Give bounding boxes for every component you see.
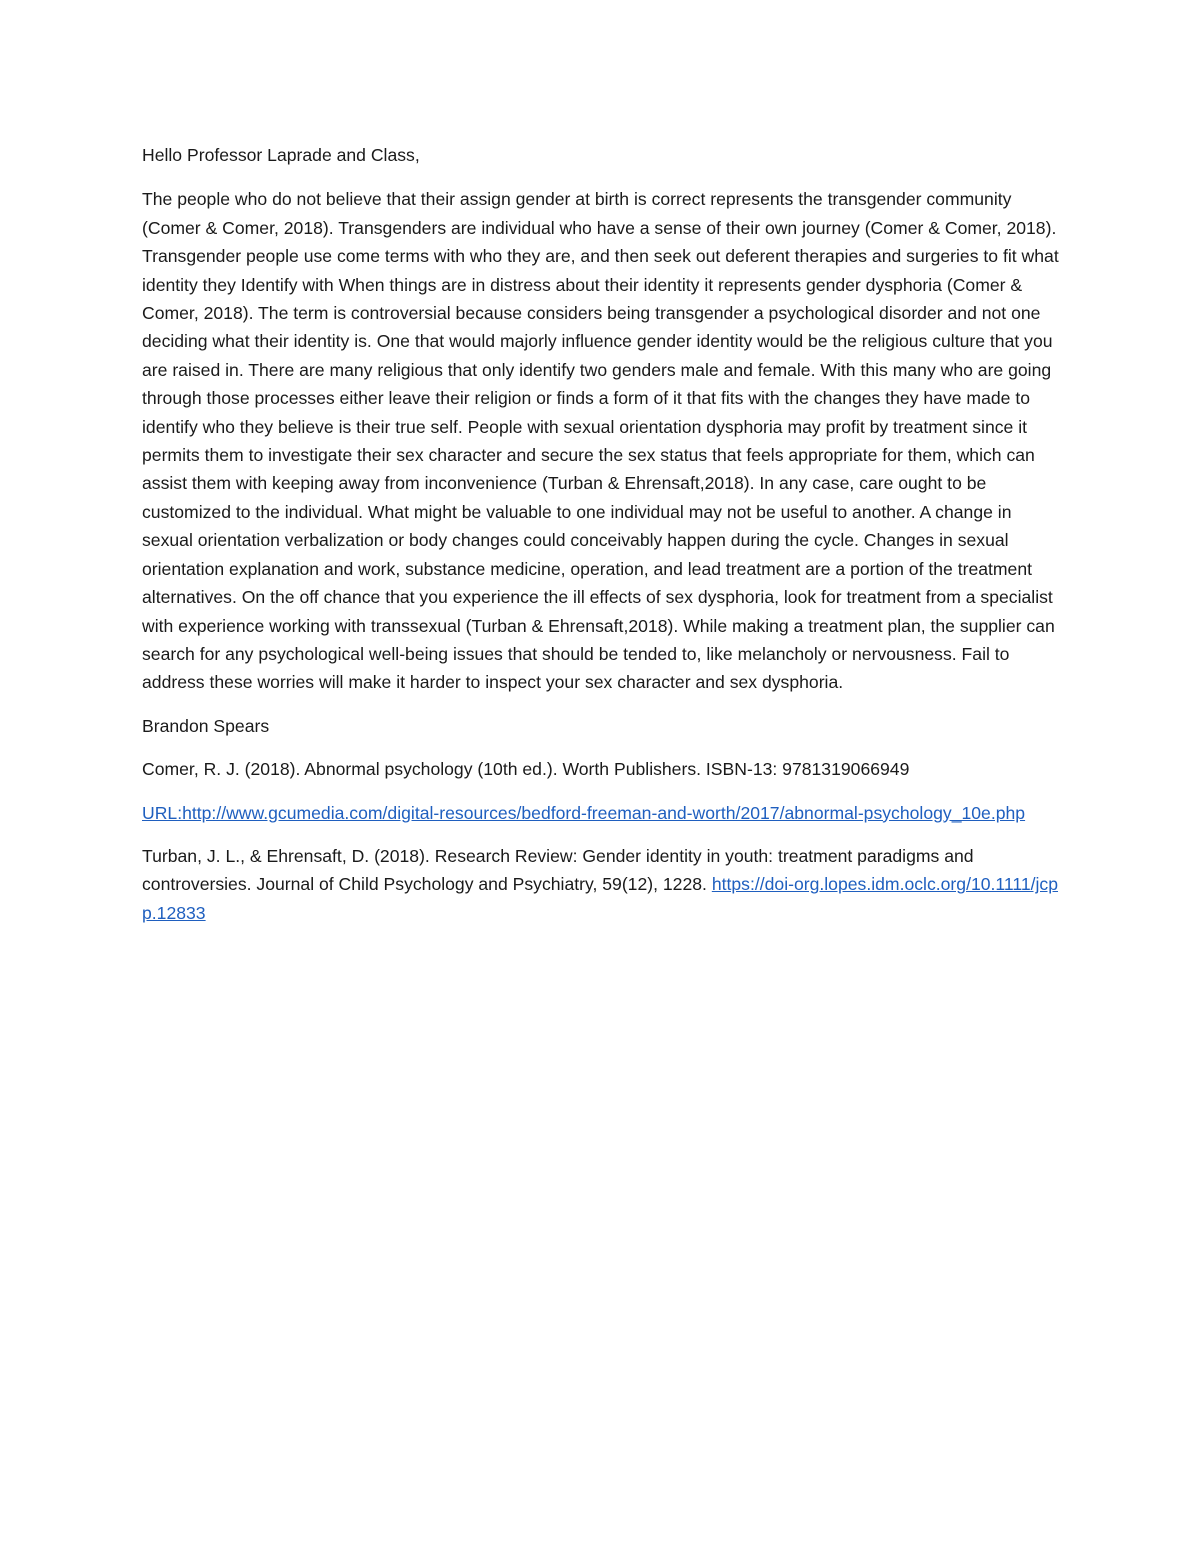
reference-turban-citation: Turban, J. L., & Ehrensaft, D. (2018). Research Review: Gender identity in youth: treatment paradigms and controversies. Journal of Child Psychology and Psychiatry, 59(12), 1228. [142,845,974,895]
reference-url-paragraph [142,799,1062,827]
reference-turban [142,842,1062,927]
reference-doi-link[interactable]: https://doi-org.lopes.idm.oclc.org/10.1111/jcpp.12833 [142,874,1059,923]
reference-comer: Comer, R. J. (2018). Abnormal psychology (10th ed.). Worth Publishers. ISBN-13: 9781319066949 [142,759,910,780]
reference-url-link[interactable]: URL:http://www.gcumedia.com/digital-resources/bedford-freeman-and-worth/2017/abnormal-psychology_10e.php [142,802,1026,823]
document-content [142,141,1062,942]
body-paragraph: The people who do not believe that their assign gender at birth is correct represents the transgender community (Comer & Comer, 2018). Transgenders are individual who have a sense of their own journey (Comer & Comer, 2018). Transgender people use come terms with who they are, and then seek out deferent therapies and surgeries to fit what identity they Identify with When things are in distress about their identity it represents gender dysphoria (Comer & Comer, 2018). The term is controversial because considers being transgender a psychological disorder and not one deciding what their identity is. One that would majorly influence gender identity would be the religious culture that you are raised in. There are many religious that only identify two genders male and female. With this many who are going through those processes either leave their religion or finds a form of it that fits with the changes they have made to identify who they believe is their true self. People with sexual orientation dysphoria may profit by treatment since it permits them to investigate their sex character and secure the sex status that feels appropriate for them, which can assist them with keeping away from inconvenience (Turban & Ehrensaft,2018). In any case, care ought to be customized to the individual. What might be valuable to one individual may not be useful to another. A change in sexual orientation verbalization or body changes could conceivably happen during the cycle. Changes in sexual orientation explanation and work, substance medicine, operation, and lead treatment are a portion of the treatment alternatives. On the off chance that you experience the ill effects of sex dysphoria, look for treatment from a specialist with experience working with transsexual (Turban & Ehrensaft,2018). While making a treatment plan, the supplier can search for any psychological well-being issues that should be tended to, like melancholy or nervousness. Fail to address these worries will make it harder to inspect your sex character and sex dysphoria. [142,189,1059,693]
signature: Brandon Spears [142,715,270,736]
greeting-line: Hello Professor Laprade and Class, [142,145,420,165]
